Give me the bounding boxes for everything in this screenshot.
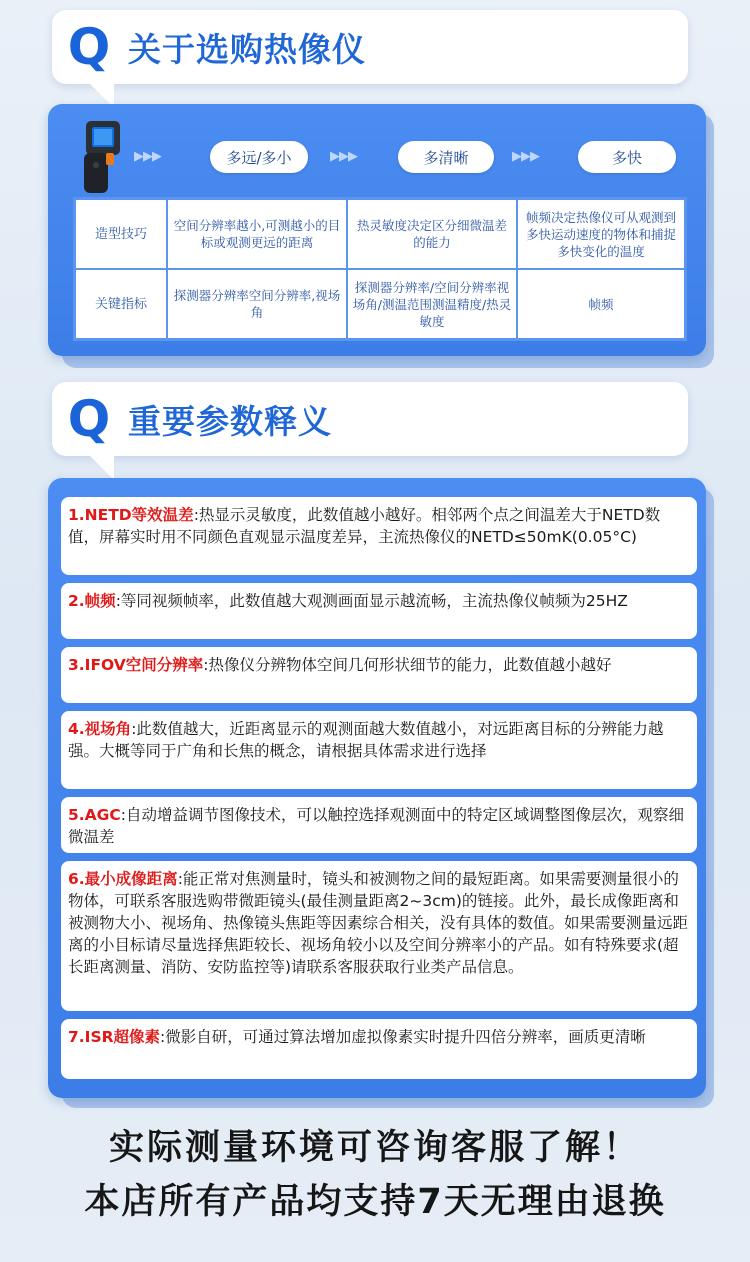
thermal-camera-icon: [80, 119, 124, 195]
param-desc: :热显示灵敏度，此数值越小越好。相邻两个点之间温差大于NETD数值，屏幕实时用不同颜色直观显示温度差异，主流热像仪的NETD≤50mK(0.05°C): [68, 506, 661, 546]
footer-return-policy: 本店所有产品均支持7天无理由退换: [84, 1182, 666, 1222]
row-label: 造型技巧: [75, 199, 167, 269]
param-desc: :自动增益调节图像技术，可以触控选择观测面中的特定区域调整图像层次，观察细微温差: [68, 806, 685, 846]
param-desc: :等同视频帧率，此数值越大观测画面显示越流畅，主流热像仪帧频为25HZ: [115, 592, 628, 610]
param-key: 2.帧频: [68, 592, 116, 610]
step-pill-3: 多快: [578, 141, 676, 173]
param-agc: [61, 797, 697, 853]
table-cell: 热灵敏度决定区分细微温差的能力: [347, 199, 517, 269]
param-netd: [61, 497, 697, 575]
bubble-tail: [88, 454, 114, 480]
param-desc: :热像仪分辨物体空间几何形状细节的能力，此数值越小越好: [203, 656, 612, 674]
param-key: 6.最小成像距离: [68, 870, 178, 888]
question-bubble-1: [52, 10, 688, 84]
section-title-2: 重要参数释义: [128, 401, 332, 441]
table-cell: 帧频决定热像仪可从观测到多快运动速度的物体和捕捉多快变化的温度: [517, 199, 685, 269]
param-isr: [61, 1019, 697, 1079]
table-cell: 探测器分辨率空间分辨率,视场角: [167, 269, 347, 339]
param-fov: [61, 711, 697, 789]
table-cell: 帧频: [517, 269, 685, 339]
flow-arrows-1: ▶▶▶: [134, 149, 161, 164]
table-cell: 探测器分辨率/空间分辨率视场角/测温范围测温精度/热灵敏度: [347, 269, 517, 339]
table-row: [75, 199, 685, 269]
footer-consult-text: 实际测量环境可咨询客服了解！: [108, 1128, 641, 1168]
param-ifov: [61, 647, 697, 703]
param-key: 4.视场角: [68, 720, 132, 738]
q-icon: Q: [67, 18, 111, 76]
table-row: [75, 269, 685, 339]
step-pill-2: 多清晰: [398, 141, 494, 173]
param-key: 3.IFOV空间分辨率: [68, 656, 204, 674]
param-frame-rate: [61, 583, 697, 639]
row-label: 关键指标: [75, 269, 167, 339]
flow-arrows-3: ▶▶▶: [512, 149, 539, 164]
param-key: 7.ISR超像素: [68, 1028, 161, 1046]
param-desc: :能正常对焦测量时，镜头和被测物之间的最短距离。如果需要测量很小的物体，可联系客服选购带微距镜头(最佳测量距离2~3cm)的链接。此外，最长成像距离和被测物大小、视场角、热像镜头焦距等因素综合相关，没有具体的数值。如果需要测量远距离的小目标请尽量选择焦距较长、视场角较小以及空间分辨率小的产品。如有特殊要求(超长距离测量、消防、安防监控等)请联系客服获取行业类产品信息。: [68, 870, 689, 976]
selection-table: [73, 197, 687, 341]
selection-flow: [80, 113, 700, 193]
param-desc: :微影自研，可通过算法增加虚拟像素实时提升四倍分辨率，画质更清晰: [160, 1028, 646, 1046]
param-key: 1.NETD等效温差: [68, 506, 194, 524]
flow-arrows-2: ▶▶▶: [330, 149, 357, 164]
question-bubble-2: [52, 382, 688, 456]
param-desc: :此数值越大，近距离显示的观测面越大数值越小，对远距离目标的分辨能力越强。大概等同于广角和长焦的概念，请根据具体需求进行选择: [68, 720, 664, 760]
section-title-1: 关于选购热像仪: [128, 29, 366, 69]
param-min-distance: [61, 861, 697, 1011]
table-cell: 空间分辨率越小,可测越小的目标或观测更远的距离: [167, 199, 347, 269]
step-pill-1: 多远/多小: [210, 141, 308, 173]
q-icon: Q: [67, 390, 111, 448]
param-key: 5.AGC: [68, 806, 121, 824]
